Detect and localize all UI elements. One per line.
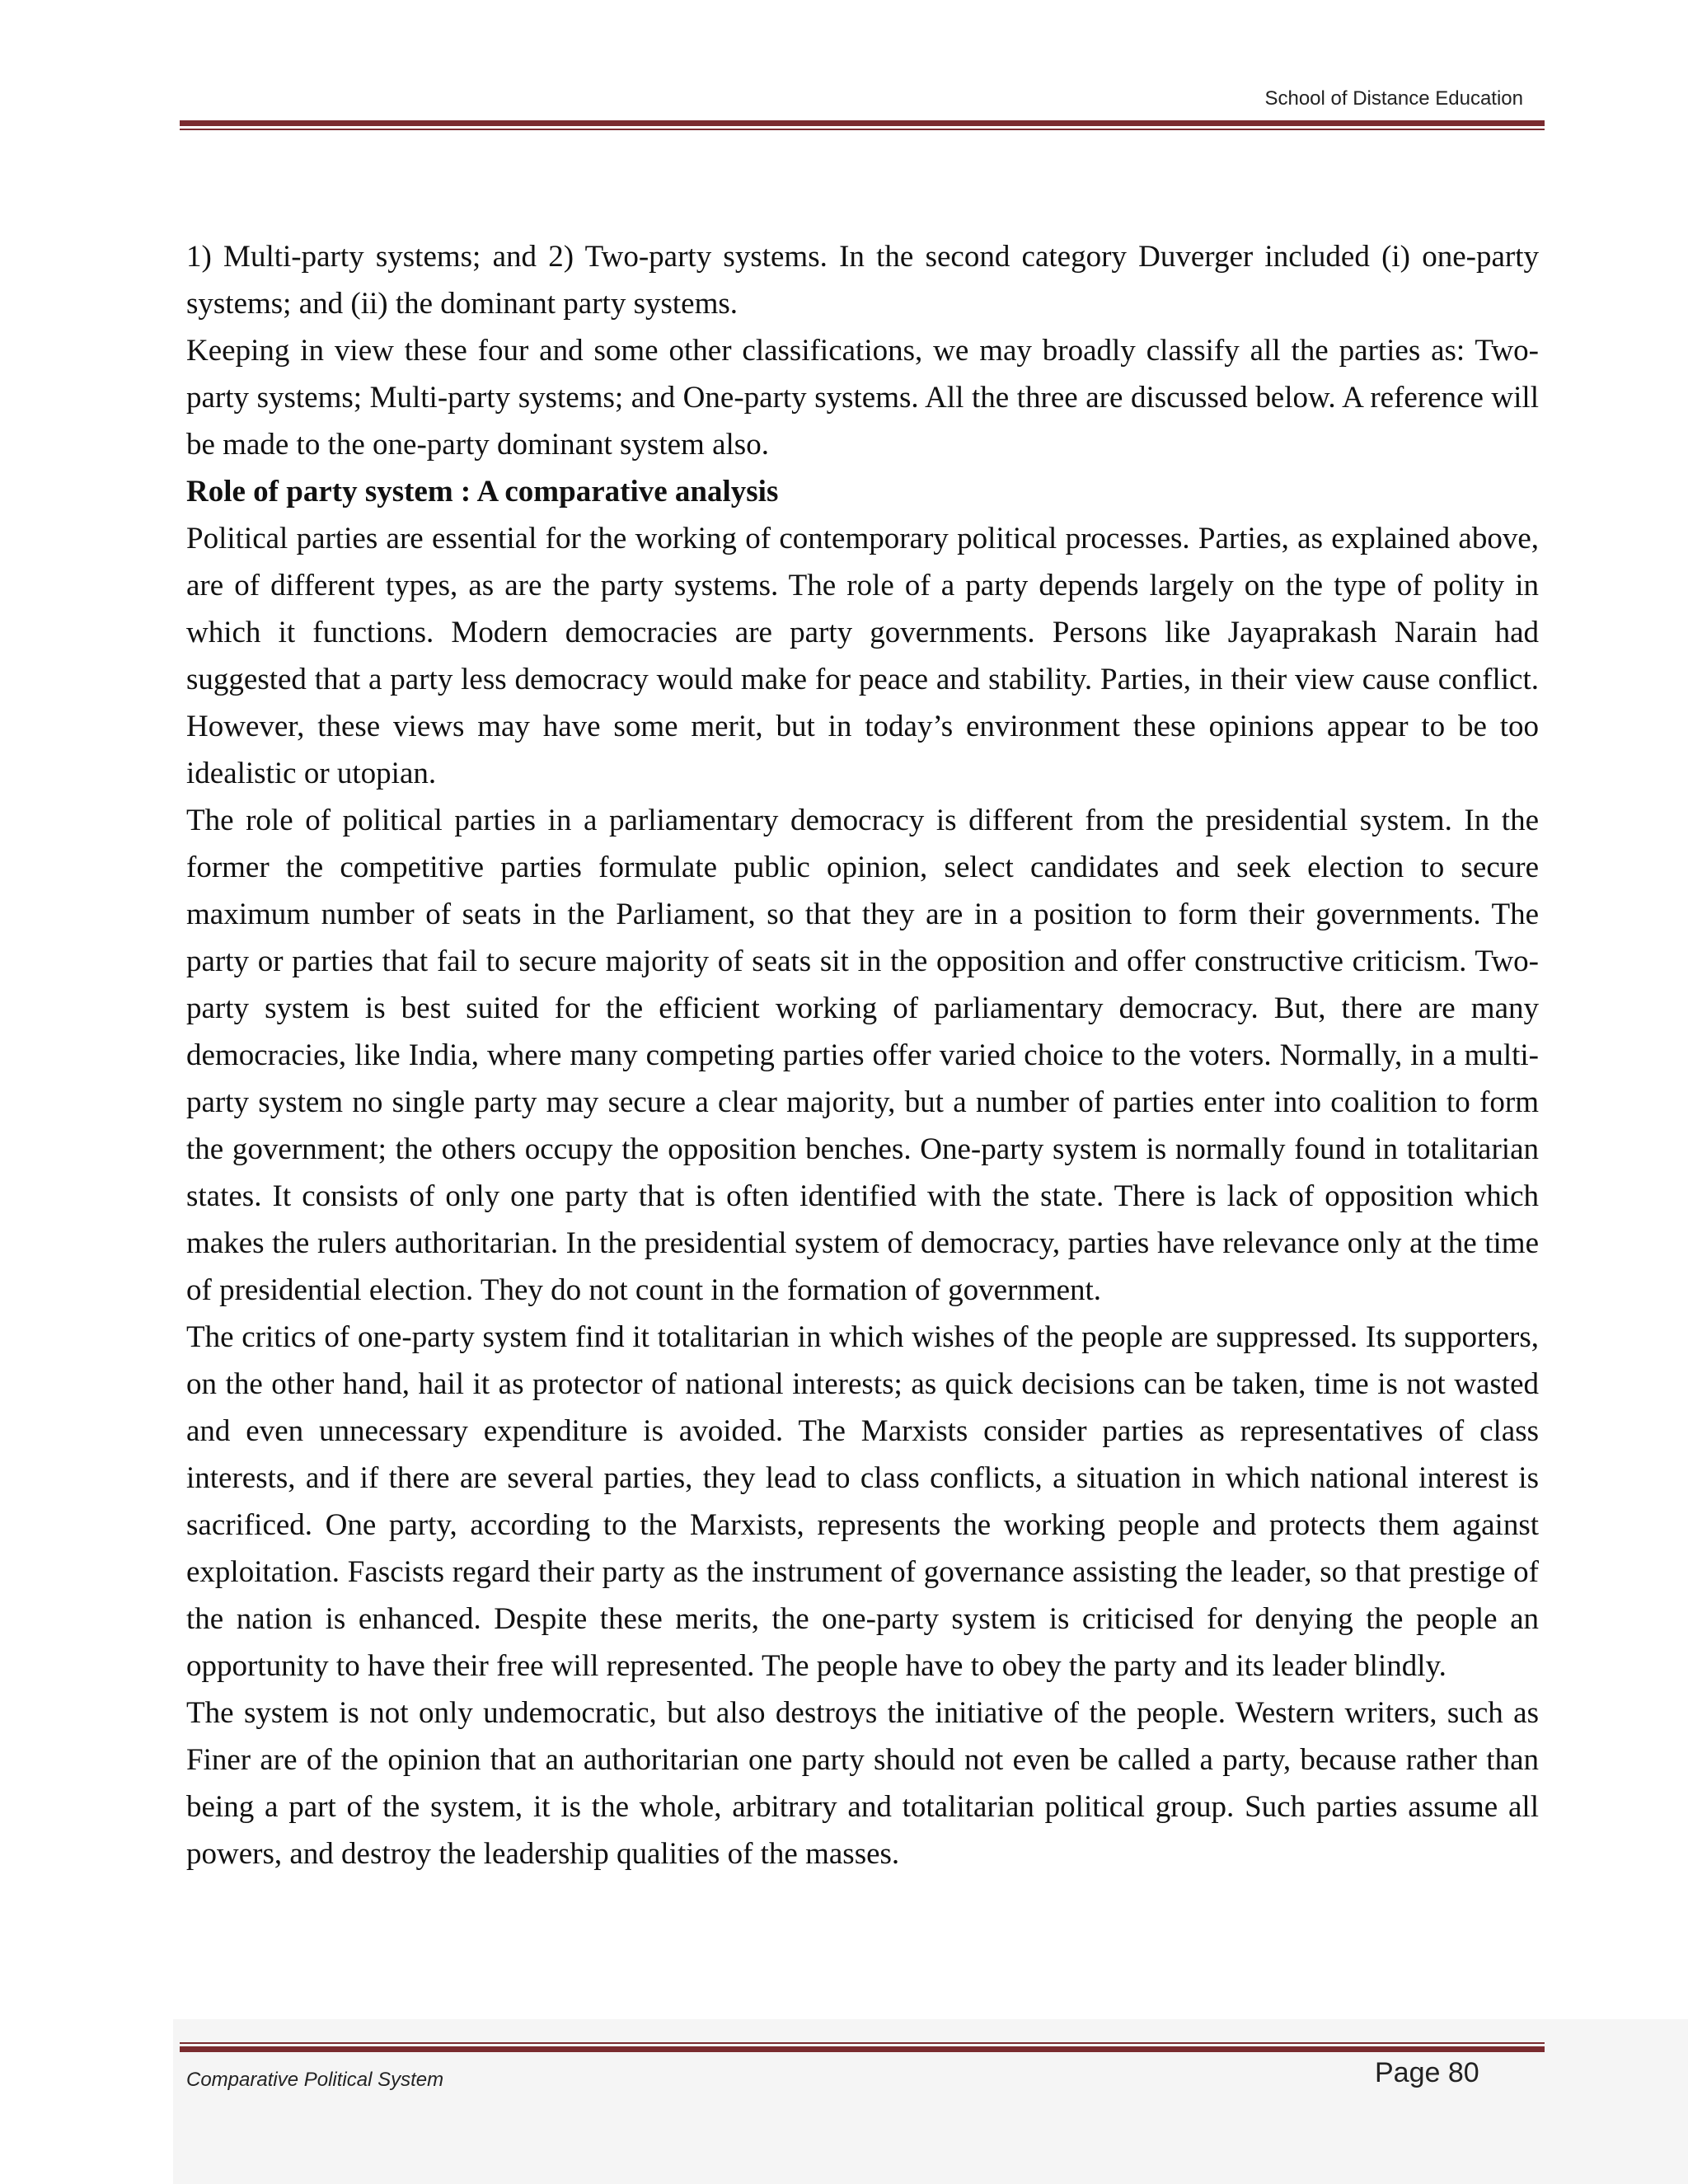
paragraph: 1) Multi-party systems; and 2) Two-party systems. In the second category Duverger included (i) one-party systems; and (ii) the dominant party systems. — [186, 240, 1539, 321]
paragraph: The critics of one-party system find it totalitarian in which wishes of the people are suppressed. Its supporters, on the other hand, hail it as protector of national interests; as quick decisions can be taken, time is not wasted and even unnecessary expenditure is avoided. The Marxists consider parties as representatives of class interests, and if there are several parties, they lead to class conflicts, a situation in which national interest is sacrificed. One party, according to the Marxists, represents the working people and protects them against exploitation. Fascists regard their party as the instrument of governance assisting the leader, so that prestige of the nation is enhanced. Despite these merits, the one-party system is criticised for denying the people an opportunity to have their free will represented. The people have to obey the party and its leader blindly. — [186, 1320, 1539, 1683]
paragraph: Keeping in view these four and some other classifications, we may broadly classify all the parties as: Two-party systems; Multi-party systems; and One-party systems. All the three are discussed below. A reference will be made to the one-party dominant system also. — [186, 334, 1539, 462]
running-header: School of Distance Education — [1264, 87, 1523, 110]
header-rule — [180, 120, 1545, 130]
footer-title: Comparative Political System — [186, 2069, 444, 2091]
paragraph: The system is not only undemocratic, but also destroys the initiative of the people. Western writers, such as Finer are of the opinion that an authoritarian one party should not even be called a party, because rather than being a part of the system, it is the whole, arbitrary and totalitarian political group. Such parties assume all powers, and destroy the leadership qualities of the masses. — [186, 1696, 1539, 1871]
page-body — [186, 233, 1539, 1877]
section-heading: Role of party system : A comparative analysis — [186, 475, 779, 509]
paragraph: Political parties are essential for the working of contemporary political processes. Parties, as explained above, are of different types, as are the party systems. The role of a party depends largely on the type of polity in which it functions. Modern democracies are party governments. Persons like Jayaprakash Narain had suggested that a party less democracy would make for peace and stability. Parties, in their view cause conflict. However, these views may have some merit, but in today’s environment these opinions appear to be too idealistic or utopian. — [186, 522, 1539, 790]
page-number: Page 80 — [1375, 2057, 1479, 2088]
footer-rule — [180, 2042, 1545, 2052]
paragraph: The role of political parties in a parliamentary democracy is different from the presidential system. In the former the competitive parties formulate public opinion, select candidates and seek election to secure maximum number of seats in the Parliament, so that they are in a position to form their governments. The party or parties that fail to secure majority of seats sit in the opposition and offer constructive criticism. Two-party system is best suited for the efficient working of parliamentary democracy. But, there are many democracies, like India, where many competing parties offer varied choice to the voters. Normally, in a multi-party system no single party may secure a clear majority, but a number of parties enter into coalition to form the government; the others occupy the opposition benches. One-party system is normally found in totalitarian states. It consists of only one party that is often identified with the state. There is lack of opposition which makes the rulers authoritarian. In the presidential system of democracy, parties have relevance only at the time of presidential election. They do not count in the formation of government. — [186, 804, 1539, 1307]
